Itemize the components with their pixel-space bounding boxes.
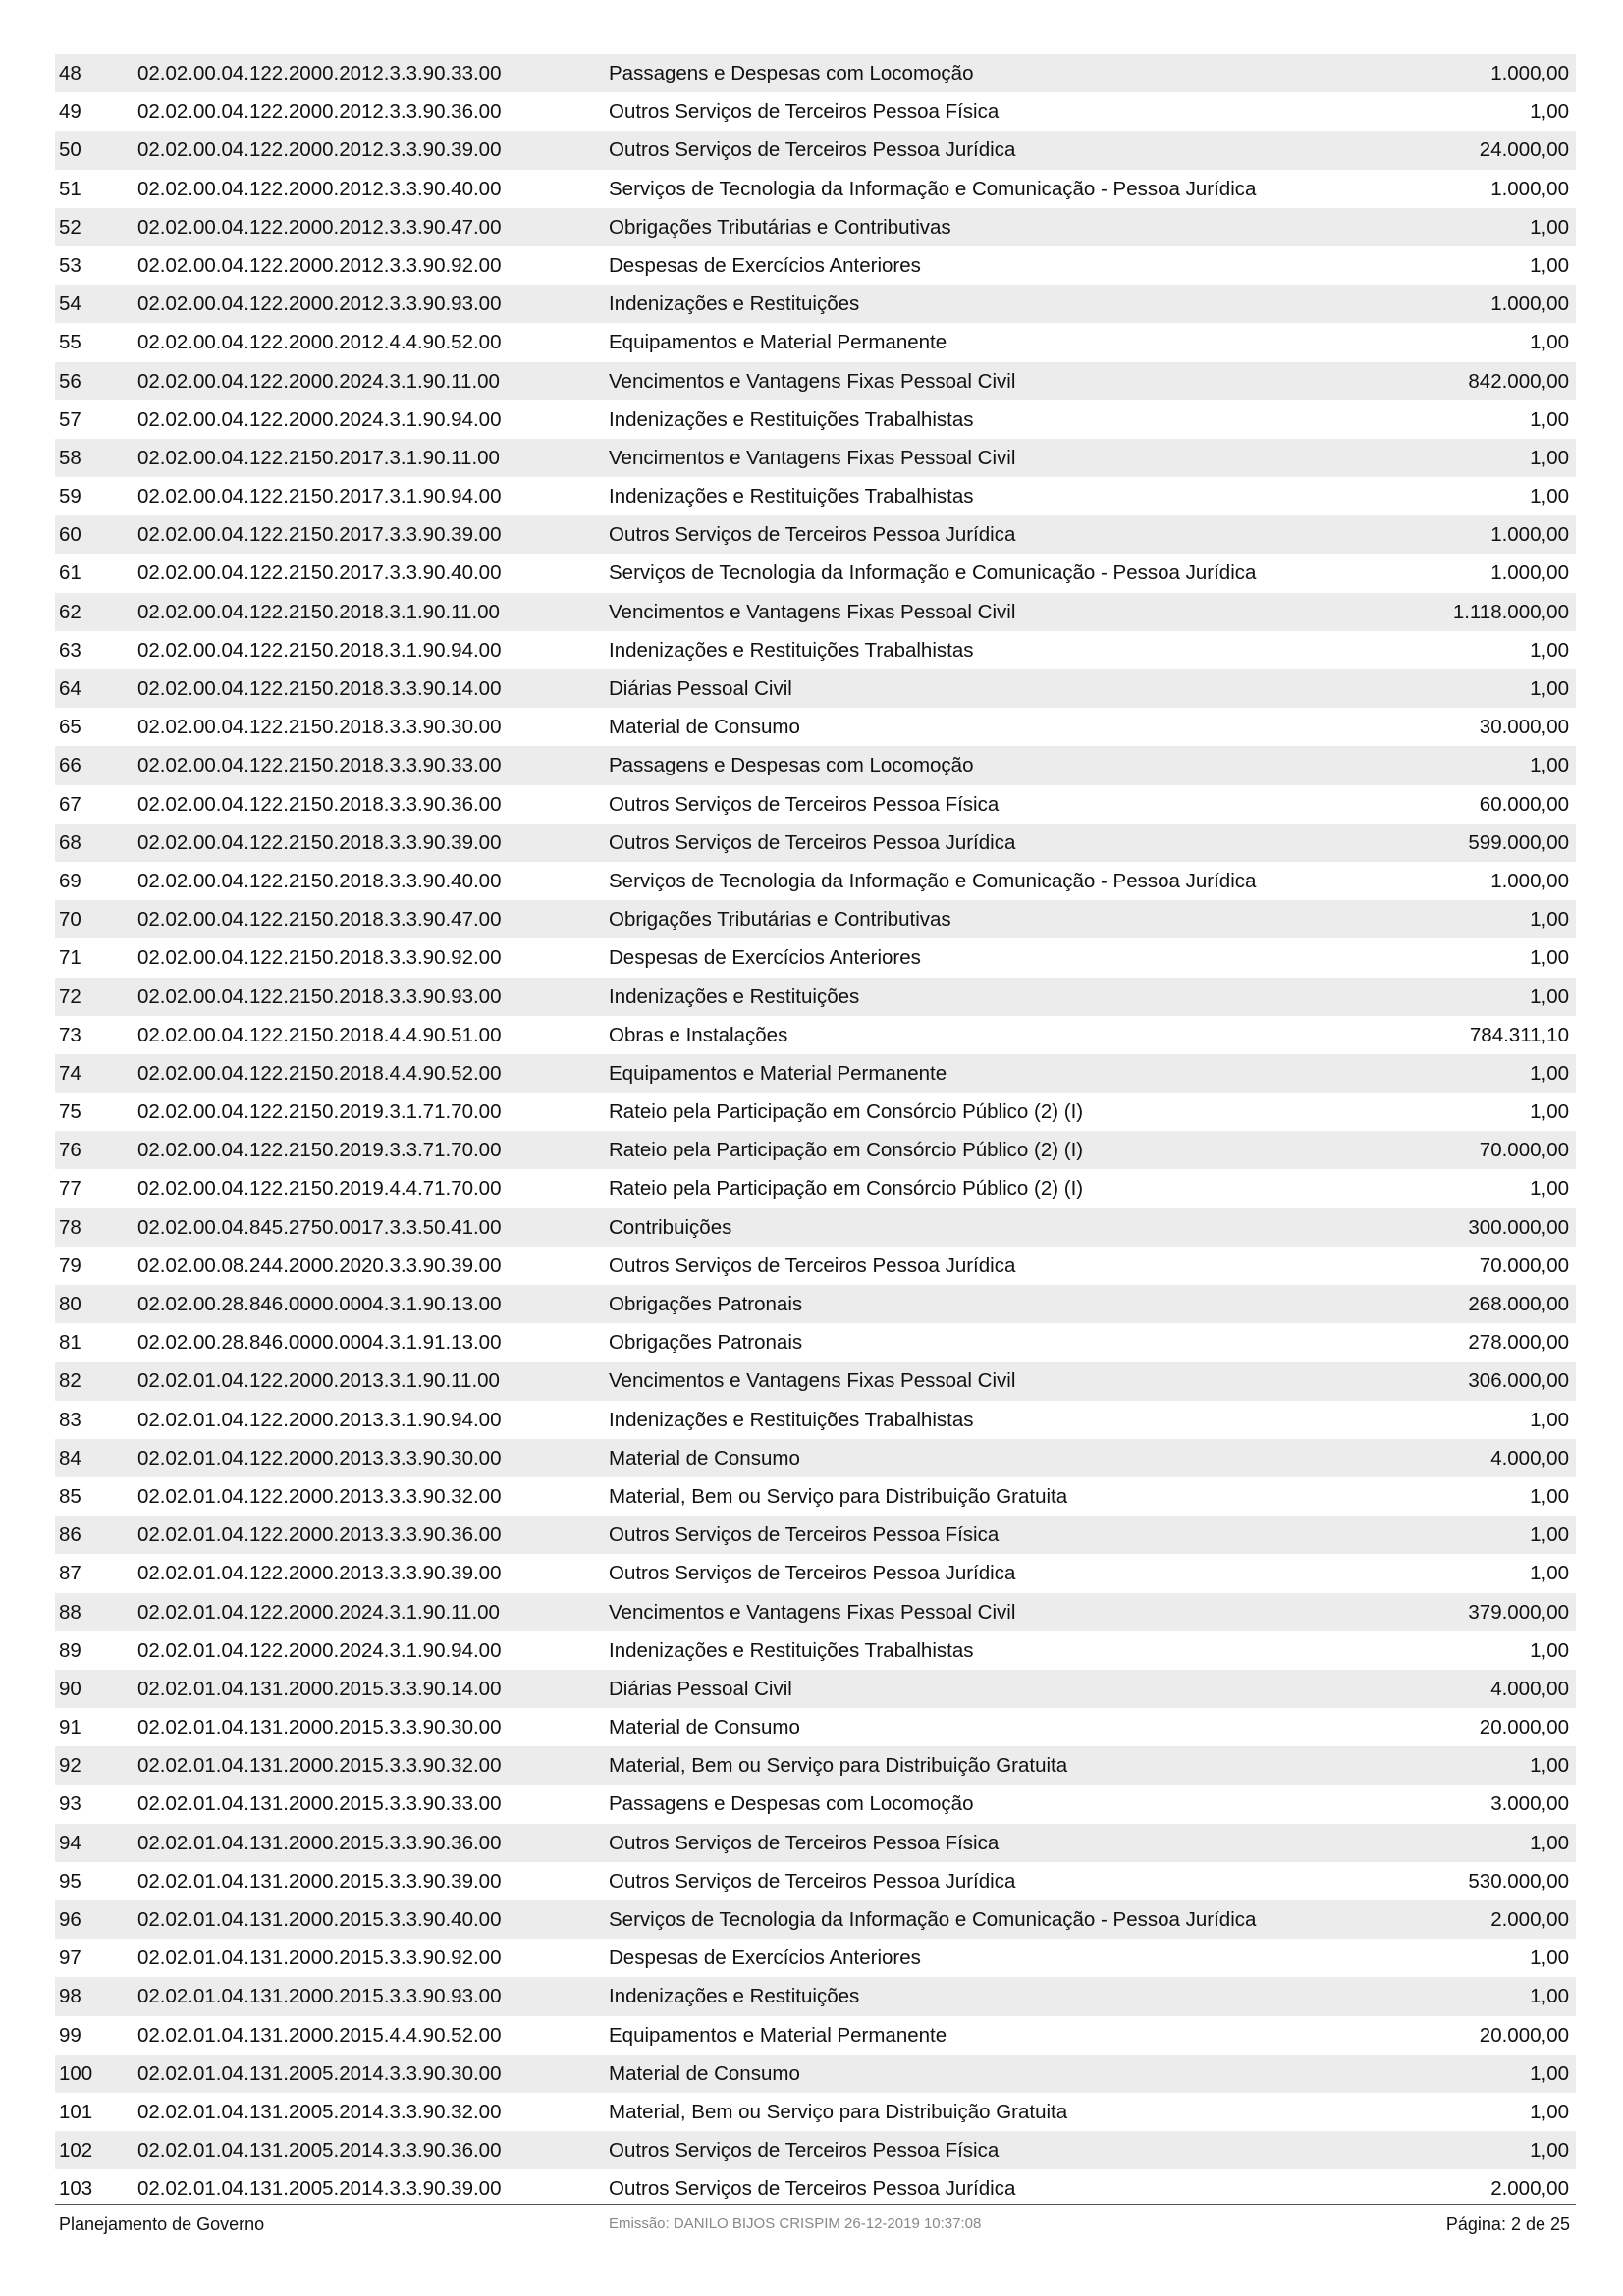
- row-account-code: 02.02.00.28.846.0000.0004.3.1.91.13.00: [137, 1331, 502, 1355]
- table-row: [55, 1554, 1576, 1592]
- row-account-code: 02.02.00.04.122.2000.2012.3.3.90.33.00: [137, 62, 502, 84]
- row-account-code: 02.02.00.04.122.2000.2024.3.1.90.11.00: [137, 369, 500, 393]
- row-description: Outros Serviços de Terceiros Pessoa Física: [609, 792, 1000, 816]
- row-number: 74: [59, 1061, 81, 1085]
- row-description: Obrigações Patronais: [609, 1331, 803, 1355]
- row-account-code: 02.02.01.04.131.2005.2014.3.3.90.39.00: [137, 2177, 502, 2201]
- table-row: [55, 1016, 1576, 1054]
- row-value: 268.000,00: [1468, 1293, 1569, 1315]
- row-number: 67: [59, 792, 81, 816]
- row-value: 599.000,00: [1468, 830, 1569, 854]
- row-number: 96: [59, 1908, 81, 1931]
- table-row: [55, 2055, 1576, 2093]
- table-row: [55, 1593, 1576, 1631]
- row-description: Vencimentos e Vantagens Fixas Pessoal Civil: [609, 1600, 1016, 1624]
- row-account-code: 02.02.00.04.122.2000.2012.3.3.90.47.00: [137, 215, 502, 239]
- row-number: 69: [59, 869, 81, 892]
- row-description: Despesas de Exercícios Anteriores: [609, 253, 921, 277]
- row-account-code: 02.02.00.04.122.2150.2018.3.1.90.94.00: [137, 638, 502, 662]
- row-number: 52: [59, 215, 81, 239]
- row-number: 59: [59, 485, 81, 508]
- row-value: 2.000,00: [1490, 2177, 1569, 2201]
- row-number: 89: [59, 1638, 81, 1662]
- row-value: 60.000,00: [1479, 792, 1569, 816]
- row-number: 50: [59, 138, 81, 162]
- row-number: 102: [59, 2139, 93, 2163]
- row-description: Outros Serviços de Terceiros Pessoa Jurídica: [609, 1562, 1016, 1585]
- row-account-code: 02.02.01.04.131.2005.2014.3.3.90.30.00: [137, 2061, 502, 2085]
- row-number: 55: [59, 331, 81, 354]
- row-account-code: 02.02.01.04.122.2000.2024.3.1.90.94.00: [137, 1638, 502, 1662]
- row-number: 76: [59, 1139, 81, 1162]
- table-row: [55, 1285, 1576, 1323]
- row-number: 84: [59, 1446, 81, 1469]
- row-description: Rateio pela Participação em Consórcio Público (2) (I): [609, 1139, 1084, 1162]
- row-value: 3.000,00: [1490, 1792, 1569, 1816]
- footer-emission: Emissão: DANILO BIJOS CRISPIM 26-12-2019 10:37:08: [609, 2216, 982, 2232]
- row-value: 24.000,00: [1479, 138, 1569, 162]
- row-value: 1.000,00: [1490, 869, 1569, 892]
- row-account-code: 02.02.00.08.244.2000.2020.3.3.90.39.00: [137, 1254, 502, 1277]
- row-value: 1,00: [1530, 1484, 1569, 1508]
- row-account-code: 02.02.01.04.122.2000.2013.3.3.90.32.00: [137, 1484, 502, 1508]
- row-description: Passagens e Despesas com Locomoção: [609, 1792, 974, 1816]
- table-row: [55, 1939, 1576, 1977]
- row-account-code: 02.02.00.04.122.2150.2017.3.3.90.39.00: [137, 523, 502, 547]
- row-number: 73: [59, 1023, 81, 1046]
- table-row: [55, 131, 1576, 169]
- row-value: 1,00: [1530, 638, 1569, 662]
- table-row: [55, 323, 1576, 361]
- row-value: 1.000,00: [1490, 523, 1569, 547]
- row-value: 4.000,00: [1490, 1677, 1569, 1700]
- row-account-code: 02.02.00.04.122.2150.2018.3.3.90.92.00: [137, 946, 502, 970]
- row-account-code: 02.02.01.04.131.2000.2015.3.3.90.93.00: [137, 1985, 502, 2008]
- row-value: 1,00: [1530, 1947, 1569, 1970]
- row-number: 82: [59, 1369, 81, 1393]
- row-value: 1,00: [1530, 946, 1569, 970]
- table-row: [55, 439, 1576, 477]
- row-description: Contribuições: [609, 1215, 732, 1239]
- row-description: Serviços de Tecnologia da Informação e Comunicação - Pessoa Jurídica: [609, 177, 1257, 200]
- row-account-code: 02.02.01.04.131.2005.2014.3.3.90.36.00: [137, 2139, 502, 2163]
- table-row: [55, 2169, 1576, 2208]
- row-account-code: 02.02.00.04.122.2150.2018.3.3.90.36.00: [137, 792, 502, 816]
- table-row: [55, 1977, 1576, 2015]
- row-number: 97: [59, 1947, 81, 1970]
- table-row: [55, 2093, 1576, 2131]
- row-number: 77: [59, 1177, 81, 1201]
- row-description: Passagens e Despesas com Locomoção: [609, 754, 974, 777]
- row-value: 1,00: [1530, 253, 1569, 277]
- table-row: [55, 1362, 1576, 1400]
- row-account-code: 02.02.00.28.846.0000.0004.3.1.90.13.00: [137, 1293, 502, 1315]
- row-value: 1,00: [1530, 331, 1569, 354]
- row-account-code: 02.02.01.04.131.2000.2015.3.3.90.40.00: [137, 1908, 502, 1931]
- table-row: [55, 785, 1576, 824]
- row-number: 88: [59, 1600, 81, 1624]
- row-account-code: 02.02.01.04.122.2000.2024.3.1.90.11.00: [137, 1600, 500, 1624]
- row-description: Vencimentos e Vantagens Fixas Pessoal Civil: [609, 369, 1016, 393]
- row-account-code: 02.02.00.04.122.2000.2012.3.3.90.40.00: [137, 177, 502, 200]
- row-description: Indenizações e Restituições Trabalhistas: [609, 1638, 974, 1662]
- row-value: 1,00: [1530, 1100, 1569, 1124]
- row-description: Indenizações e Restituições: [609, 985, 860, 1008]
- row-value: 1,00: [1530, 1177, 1569, 1201]
- row-account-code: 02.02.01.04.131.2000.2015.4.4.90.52.00: [137, 2023, 502, 2047]
- table-row: [55, 92, 1576, 131]
- row-value: 1,00: [1530, 215, 1569, 239]
- row-description: Vencimentos e Vantagens Fixas Pessoal Civil: [609, 446, 1016, 469]
- row-account-code: 02.02.00.04.122.2000.2024.3.1.90.94.00: [137, 407, 502, 431]
- table-row: [55, 593, 1576, 631]
- row-description: Outros Serviços de Terceiros Pessoa Jurídica: [609, 2177, 1016, 2201]
- table-row: [55, 1900, 1576, 1939]
- table-row: [55, 631, 1576, 669]
- row-account-code: 02.02.01.04.131.2000.2015.3.3.90.33.00: [137, 1792, 502, 1816]
- row-number: 81: [59, 1331, 81, 1355]
- row-number: 78: [59, 1215, 81, 1239]
- row-value: 1,00: [1530, 754, 1569, 777]
- row-description: Obrigações Tributárias e Contributivas: [609, 908, 951, 932]
- row-description: Obras e Instalações: [609, 1023, 788, 1046]
- row-account-code: 02.02.00.04.122.2000.2012.3.3.90.39.00: [137, 138, 502, 162]
- row-value: 1,00: [1530, 446, 1569, 469]
- row-account-code: 02.02.01.04.122.2000.2013.3.3.90.36.00: [137, 1523, 502, 1547]
- row-number: 61: [59, 561, 81, 585]
- page-footer: [55, 2204, 1576, 2244]
- row-account-code: 02.02.00.04.122.2150.2018.3.3.90.33.00: [137, 754, 502, 777]
- row-number: 63: [59, 638, 81, 662]
- row-number: 64: [59, 677, 81, 700]
- table-row: [55, 400, 1576, 439]
- row-description: Indenizações e Restituições Trabalhistas: [609, 407, 974, 431]
- table-row: [55, 362, 1576, 400]
- table-row: [55, 978, 1576, 1016]
- row-number: 53: [59, 253, 81, 277]
- row-value: 70.000,00: [1479, 1254, 1569, 1277]
- row-account-code: 02.02.00.04.122.2150.2017.3.1.90.11.00: [137, 446, 500, 469]
- row-value: 530.000,00: [1468, 1869, 1569, 1893]
- row-value: 842.000,00: [1468, 369, 1569, 393]
- table-row: [55, 1824, 1576, 1862]
- table-row: [55, 1093, 1576, 1131]
- row-description: Indenizações e Restituições Trabalhistas: [609, 485, 974, 508]
- row-value: 1,00: [1530, 1754, 1569, 1778]
- table-row: [55, 1862, 1576, 1900]
- row-value: 1,00: [1530, 2061, 1569, 2085]
- row-account-code: 02.02.01.04.122.2000.2013.3.1.90.94.00: [137, 1408, 502, 1431]
- row-description: Indenizações e Restituições: [609, 293, 860, 316]
- table-row: [55, 1439, 1576, 1477]
- row-description: Material de Consumo: [609, 1446, 800, 1469]
- row-account-code: 02.02.00.04.122.2150.2019.4.4.71.70.00: [137, 1177, 502, 1201]
- table-row: [55, 1746, 1576, 1785]
- table-row: [55, 1169, 1576, 1207]
- row-description: Material, Bem ou Serviço para Distribuição Gratuita: [609, 1484, 1068, 1508]
- row-value: 1,00: [1530, 1985, 1569, 2008]
- row-account-code: 02.02.01.04.131.2000.2015.3.3.90.36.00: [137, 1831, 502, 1854]
- table-row: [55, 824, 1576, 862]
- row-number: 54: [59, 293, 81, 316]
- table-row: [55, 1516, 1576, 1554]
- row-value: 20.000,00: [1479, 2023, 1569, 2047]
- row-number: 93: [59, 1792, 81, 1816]
- table-row: [55, 1401, 1576, 1439]
- row-account-code: 02.02.00.04.122.2150.2018.3.3.90.40.00: [137, 869, 502, 892]
- row-description: Equipamentos e Material Permanente: [609, 1061, 947, 1085]
- row-account-code: 02.02.01.04.131.2000.2015.3.3.90.39.00: [137, 1869, 502, 1893]
- row-number: 86: [59, 1523, 81, 1547]
- row-account-code: 02.02.00.04.122.2000.2012.3.3.90.92.00: [137, 253, 502, 277]
- budget-table: [55, 54, 1576, 2209]
- row-value: 1,00: [1530, 1562, 1569, 1585]
- row-number: 65: [59, 716, 81, 739]
- row-number: 92: [59, 1754, 81, 1778]
- row-description: Vencimentos e Vantagens Fixas Pessoal Civil: [609, 1369, 1016, 1393]
- row-account-code: 02.02.01.04.131.2005.2014.3.3.90.32.00: [137, 2100, 502, 2123]
- row-value: 300.000,00: [1468, 1215, 1569, 1239]
- row-number: 51: [59, 177, 81, 200]
- row-value: 30.000,00: [1479, 716, 1569, 739]
- table-row: [55, 515, 1576, 554]
- row-description: Outros Serviços de Terceiros Pessoa Jurídica: [609, 830, 1016, 854]
- row-number: 90: [59, 1677, 81, 1700]
- row-value: 1,00: [1530, 2100, 1569, 2123]
- row-description: Outros Serviços de Terceiros Pessoa Jurídica: [609, 1869, 1016, 1893]
- row-description: Equipamentos e Material Permanente: [609, 331, 947, 354]
- table-row: [55, 246, 1576, 285]
- row-number: 57: [59, 407, 81, 431]
- row-number: 48: [59, 62, 81, 84]
- row-value: 1,00: [1530, 985, 1569, 1008]
- row-number: 68: [59, 830, 81, 854]
- row-value: 784.311,10: [1469, 1023, 1569, 1046]
- row-description: Obrigações Patronais: [609, 1293, 803, 1315]
- table-row: [55, 1477, 1576, 1516]
- row-description: Serviços de Tecnologia da Informação e Comunicação - Pessoa Jurídica: [609, 561, 1257, 585]
- row-number: 85: [59, 1484, 81, 1508]
- footer-title: Planejamento de Governo: [59, 2215, 265, 2234]
- row-description: Outros Serviços de Terceiros Pessoa Jurídica: [609, 138, 1016, 162]
- row-value: 4.000,00: [1490, 1446, 1569, 1469]
- row-number: 98: [59, 1985, 81, 2008]
- row-description: Outros Serviços de Terceiros Pessoa Física: [609, 2139, 1000, 2163]
- row-account-code: 02.02.01.04.131.2000.2015.3.3.90.30.00: [137, 1716, 502, 1739]
- row-description: Outros Serviços de Terceiros Pessoa Jurídica: [609, 523, 1016, 547]
- row-description: Indenizações e Restituições: [609, 1985, 860, 2008]
- table-row: [55, 669, 1576, 708]
- row-value: 1,00: [1530, 1831, 1569, 1854]
- row-number: 66: [59, 754, 81, 777]
- row-account-code: 02.02.00.04.122.2150.2018.4.4.90.51.00: [137, 1023, 502, 1046]
- row-number: 62: [59, 600, 81, 623]
- row-number: 103: [59, 2177, 93, 2201]
- row-account-code: 02.02.01.04.131.2000.2015.3.3.90.14.00: [137, 1677, 502, 1700]
- row-description: Diárias Pessoal Civil: [609, 677, 792, 700]
- row-description: Outros Serviços de Terceiros Pessoa Física: [609, 100, 1000, 124]
- row-description: Vencimentos e Vantagens Fixas Pessoal Civil: [609, 600, 1016, 623]
- row-value: 1.118.000,00: [1452, 600, 1569, 623]
- row-account-code: 02.02.01.04.122.2000.2013.3.3.90.30.00: [137, 1446, 502, 1469]
- row-number: 75: [59, 1100, 81, 1124]
- row-value: 1,00: [1530, 2139, 1569, 2163]
- table-row: [55, 285, 1576, 323]
- row-description: Outros Serviços de Terceiros Pessoa Física: [609, 1523, 1000, 1547]
- row-account-code: 02.02.00.04.122.2000.2012.3.3.90.36.00: [137, 100, 502, 124]
- table-row: [55, 54, 1576, 92]
- row-value: 1,00: [1530, 1523, 1569, 1547]
- table-row: [55, 1054, 1576, 1093]
- row-value: 278.000,00: [1468, 1331, 1569, 1355]
- row-number: 58: [59, 446, 81, 469]
- row-account-code: 02.02.00.04.845.2750.0017.3.3.50.41.00: [137, 1215, 502, 1239]
- table-row: [55, 1631, 1576, 1670]
- row-description: Indenizações e Restituições Trabalhistas: [609, 638, 974, 662]
- row-description: Rateio pela Participação em Consórcio Público (2) (I): [609, 1177, 1084, 1201]
- row-value: 1,00: [1530, 1061, 1569, 1085]
- row-number: 71: [59, 946, 81, 970]
- row-account-code: 02.02.01.04.131.2000.2015.3.3.90.92.00: [137, 1947, 502, 1970]
- row-value: 1,00: [1530, 407, 1569, 431]
- row-description: Outros Serviços de Terceiros Pessoa Jurídica: [609, 1254, 1016, 1277]
- table-row: [55, 208, 1576, 246]
- table-row: [55, 746, 1576, 784]
- table-row: [55, 1708, 1576, 1746]
- row-value: 1,00: [1530, 485, 1569, 508]
- row-account-code: 02.02.00.04.122.2150.2018.4.4.90.52.00: [137, 1061, 502, 1085]
- table-row: [55, 938, 1576, 977]
- table-row: [55, 1323, 1576, 1362]
- row-number: 101: [59, 2100, 93, 2123]
- row-value: 1,00: [1530, 677, 1569, 700]
- row-value: 1.000,00: [1490, 177, 1569, 200]
- row-value: 1.000,00: [1490, 62, 1569, 84]
- row-number: 80: [59, 1293, 81, 1315]
- row-account-code: 02.02.00.04.122.2150.2019.3.1.71.70.00: [137, 1100, 502, 1124]
- row-description: Obrigações Tributárias e Contributivas: [609, 215, 951, 239]
- row-description: Equipamentos e Material Permanente: [609, 2023, 947, 2047]
- row-description: Outros Serviços de Terceiros Pessoa Física: [609, 1831, 1000, 1854]
- row-description: Passagens e Despesas com Locomoção: [609, 62, 974, 84]
- row-account-code: 02.02.00.04.122.2150.2018.3.3.90.14.00: [137, 677, 502, 700]
- row-value: 1.000,00: [1490, 561, 1569, 585]
- row-number: 95: [59, 1869, 81, 1893]
- row-description: Material, Bem ou Serviço para Distribuição Gratuita: [609, 1754, 1068, 1778]
- row-description: Material de Consumo: [609, 716, 800, 739]
- row-value: 379.000,00: [1468, 1600, 1569, 1624]
- row-description: Despesas de Exercícios Anteriores: [609, 1947, 921, 1970]
- row-account-code: 02.02.00.04.122.2150.2018.3.3.90.30.00: [137, 716, 502, 739]
- row-value: 20.000,00: [1479, 1716, 1569, 1739]
- table-row: [55, 1785, 1576, 1823]
- row-number: 87: [59, 1562, 81, 1585]
- row-number: 70: [59, 908, 81, 932]
- table-row: [55, 862, 1576, 900]
- table-row: [55, 170, 1576, 208]
- table-row: [55, 1247, 1576, 1285]
- row-number: 56: [59, 369, 81, 393]
- row-value: 306.000,00: [1468, 1369, 1569, 1393]
- table-row: [55, 2131, 1576, 2169]
- row-description: Despesas de Exercícios Anteriores: [609, 946, 921, 970]
- table-row: [55, 1670, 1576, 1708]
- row-description: Indenizações e Restituições Trabalhistas: [609, 1408, 974, 1431]
- row-account-code: 02.02.00.04.122.2150.2019.3.3.71.70.00: [137, 1139, 502, 1162]
- row-value: 1,00: [1530, 908, 1569, 932]
- row-account-code: 02.02.00.04.122.2150.2017.3.3.90.40.00: [137, 561, 502, 585]
- table-row: [55, 708, 1576, 746]
- row-number: 91: [59, 1716, 81, 1739]
- row-description: Material, Bem ou Serviço para Distribuição Gratuita: [609, 2100, 1068, 2123]
- row-number: 94: [59, 1831, 81, 1854]
- table-row: [55, 477, 1576, 515]
- row-number: 49: [59, 100, 81, 124]
- footer-page-number: Página: 2 de 25: [1445, 2215, 1570, 2234]
- row-account-code: 02.02.00.04.122.2000.2012.3.3.90.93.00: [137, 293, 502, 316]
- table-row: [55, 1131, 1576, 1169]
- table-row: [55, 2016, 1576, 2055]
- row-account-code: 02.02.01.04.122.2000.2013.3.1.90.11.00: [137, 1369, 500, 1393]
- row-account-code: 02.02.00.04.122.2000.2012.4.4.90.52.00: [137, 331, 502, 354]
- row-description: Serviços de Tecnologia da Informação e Comunicação - Pessoa Jurídica: [609, 1908, 1257, 1931]
- row-description: Rateio pela Participação em Consórcio Público (2) (I): [609, 1100, 1084, 1124]
- row-number: 83: [59, 1408, 81, 1431]
- row-number: 99: [59, 2023, 81, 2047]
- row-value: 1,00: [1530, 1408, 1569, 1431]
- row-value: 1,00: [1530, 1638, 1569, 1662]
- row-description: Material de Consumo: [609, 2061, 800, 2085]
- row-value: 2.000,00: [1490, 1908, 1569, 1931]
- row-number: 100: [59, 2061, 93, 2085]
- row-account-code: 02.02.00.04.122.2150.2017.3.1.90.94.00: [137, 485, 502, 508]
- row-number: 72: [59, 985, 81, 1008]
- table-row: [55, 554, 1576, 592]
- row-account-code: 02.02.00.04.122.2150.2018.3.3.90.47.00: [137, 908, 502, 932]
- row-value: 1.000,00: [1490, 293, 1569, 316]
- row-number: 60: [59, 523, 81, 547]
- row-account-code: 02.02.01.04.122.2000.2013.3.3.90.39.00: [137, 1562, 502, 1585]
- row-number: 79: [59, 1254, 81, 1277]
- row-value: 1,00: [1530, 100, 1569, 124]
- table-row: [55, 1208, 1576, 1247]
- row-account-code: 02.02.00.04.122.2150.2018.3.3.90.93.00: [137, 985, 502, 1008]
- row-account-code: 02.02.00.04.122.2150.2018.3.3.90.39.00: [137, 830, 502, 854]
- table-row: [55, 900, 1576, 938]
- row-description: Serviços de Tecnologia da Informação e Comunicação - Pessoa Jurídica: [609, 869, 1257, 892]
- row-account-code: 02.02.00.04.122.2150.2018.3.1.90.11.00: [137, 600, 500, 623]
- row-description: Material de Consumo: [609, 1716, 800, 1739]
- row-description: Diárias Pessoal Civil: [609, 1677, 792, 1700]
- row-account-code: 02.02.01.04.131.2000.2015.3.3.90.32.00: [137, 1754, 502, 1778]
- row-value: 70.000,00: [1479, 1139, 1569, 1162]
